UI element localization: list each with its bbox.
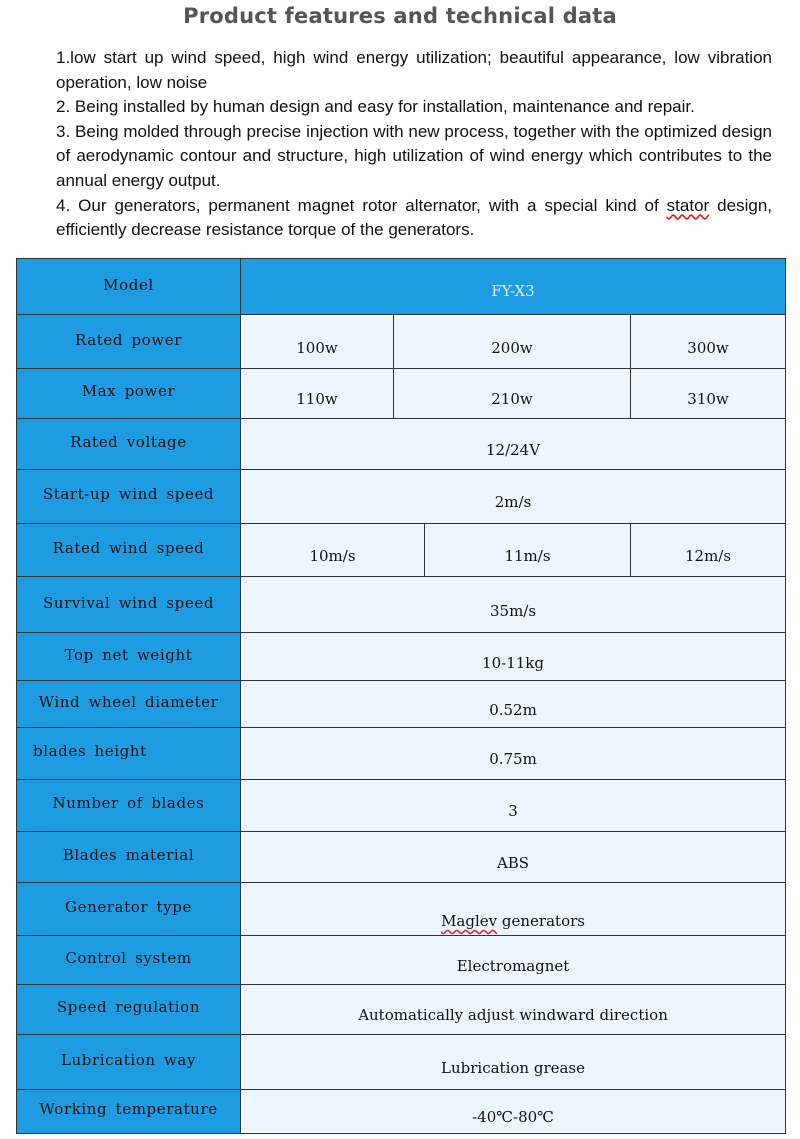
value-blades-material: ABS [241, 831, 786, 882]
value-control-system: Electromagnet [241, 936, 786, 985]
value-rated-power-1: 100w [241, 315, 394, 369]
table-row [17, 936, 786, 985]
value-rated-wind-speed-3: 12m/s [631, 523, 786, 576]
value-number-of-blades: 3 [241, 779, 786, 831]
feature-item: 1.low start up wind speed, high wind energy utilization; beautiful appearance, low vibration operation, low noise [56, 48, 772, 92]
table-row [17, 681, 786, 727]
label-startup-wind-speed: Start-up wind speed [17, 469, 241, 523]
table-row [17, 727, 786, 779]
feature-item: 2. Being installed by human design and easy for installation, maintenance and repair. [56, 97, 695, 117]
table-row [17, 315, 786, 369]
table-row [17, 418, 786, 469]
table-row [17, 523, 786, 576]
page-title: Product features and technical data [183, 4, 617, 28]
value-working-temperature: -40℃-80℃ [241, 1089, 786, 1133]
label-rated-power: Rated power [17, 315, 241, 369]
table-row [17, 369, 786, 418]
label-speed-regulation: Speed regulation [17, 985, 241, 1034]
label-blades-height: blades height [17, 727, 241, 779]
label-model: Model [17, 259, 241, 315]
table-row [17, 633, 786, 681]
label-control-system: Control system [17, 936, 241, 985]
feature-item [56, 194, 772, 243]
label-lubrication-way: Lubrication way [17, 1034, 241, 1089]
spellcheck-word: stator [666, 195, 710, 215]
value-generator-type: Maglev generators [241, 883, 786, 936]
feature-text: design, efficiently decrease resistance torque of the generators. [56, 195, 772, 240]
value-blades-height: 0.75m [241, 727, 786, 779]
value-wind-wheel-diameter: 0.52m [241, 681, 786, 727]
value-max-power-1: 110w [241, 369, 394, 418]
label-max-power: Max power [17, 369, 241, 418]
value-speed-regulation: Automatically adjust windward direction [241, 985, 786, 1034]
value-rated-voltage: 12/24V [241, 418, 786, 469]
value-survival-wind-speed: 35m/s [241, 577, 786, 633]
value-startup-wind-speed: 2m/s [241, 469, 786, 523]
label-top-net-weight: Top net weight [17, 633, 241, 681]
features-list [56, 46, 772, 243]
table-row [17, 1089, 786, 1133]
value-model: FY-X3 [241, 259, 786, 315]
value-max-power-2: 210w [394, 369, 631, 418]
label-working-temperature: Working temperature [17, 1089, 241, 1133]
label-number-of-blades: Number of blades [17, 779, 241, 831]
value-max-power-3: 310w [631, 369, 786, 418]
label-wind-wheel-diameter: Wind wheel diameter [17, 681, 241, 727]
feature-text: 4. Our generators, permanent magnet rotor alternator, with a special kind of [56, 195, 667, 215]
table-row [17, 985, 786, 1034]
table-row [17, 577, 786, 633]
table-row [17, 779, 786, 831]
feature-item: 3. Being molded through precise injection with new process, together with the optimized design of aerodynamic contour and structure, high utilization of wind energy which contributes to the annual energy output. [56, 121, 772, 190]
spellcheck-word: Maglev [441, 912, 498, 931]
table-row [17, 1034, 786, 1089]
value-lubrication-way: Lubrication grease [241, 1034, 786, 1089]
value-rated-power-3: 300w [631, 315, 786, 369]
label-rated-voltage: Rated voltage [17, 418, 241, 469]
value-top-net-weight: 10-11kg [241, 633, 786, 681]
spec-table [16, 258, 786, 1134]
label-rated-wind-speed: Rated wind speed [17, 523, 241, 576]
label-blades-material: Blades material [17, 831, 241, 882]
label-generator-type: Generator type [17, 883, 241, 936]
value-rated-wind-speed-2: 11m/s [425, 523, 631, 576]
table-row [17, 469, 786, 523]
label-survival-wind-speed: Survival wind speed [17, 577, 241, 633]
value-rated-power-2: 200w [394, 315, 631, 369]
value-rated-wind-speed-1: 10m/s [241, 523, 425, 576]
table-row [17, 831, 786, 882]
table-row [17, 259, 786, 315]
table-row [17, 883, 786, 936]
